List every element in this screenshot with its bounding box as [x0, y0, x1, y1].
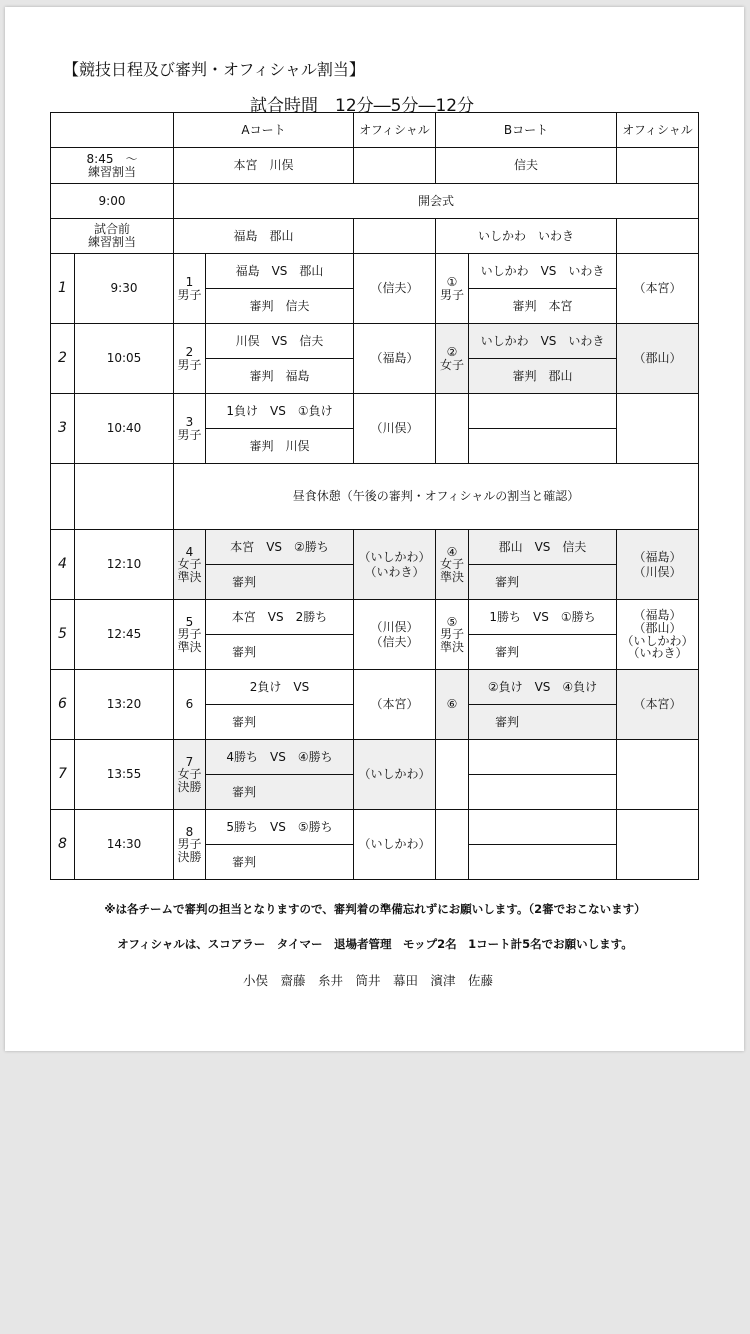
practice-label: 8:45 ～ 練習割当 — [51, 148, 174, 184]
opening-row — [51, 184, 699, 219]
b-referee — [469, 429, 617, 464]
practice-label: 試合前 練習割当 — [51, 219, 174, 254]
game-time: 9:30 — [75, 254, 174, 324]
b-matchup: ②負け VS ④負け — [469, 670, 617, 705]
b-official-header: オフィシャル — [617, 113, 699, 148]
game-number: 8 — [51, 810, 75, 880]
a-official: （川俣） — [354, 394, 436, 464]
b-referee: 審判 郡山 — [469, 359, 617, 394]
b-game-label: ⑤ 男子 準決 — [436, 600, 469, 670]
b-official — [617, 740, 699, 810]
practice-row-1 — [51, 148, 699, 184]
game-row — [51, 740, 699, 775]
a-official: （いしかわ） — [354, 740, 436, 810]
a-official: （信夫） — [354, 254, 436, 324]
b-matchup: いしかわ VS いわき — [469, 324, 617, 359]
b-matchup — [469, 740, 617, 775]
a-official-header: オフィシャル — [354, 113, 436, 148]
game-time: 12:10 — [75, 530, 174, 600]
b-matchup — [469, 394, 617, 429]
b-matchup: 1勝ち VS ①勝ち — [469, 600, 617, 635]
game-time: 14:30 — [75, 810, 174, 880]
a-referee: 審判 — [206, 635, 354, 670]
a-matchup: 4勝ち VS ④勝ち — [206, 740, 354, 775]
b-referee: 審判 — [469, 565, 617, 600]
game-time: 13:20 — [75, 670, 174, 740]
b-matchup — [469, 810, 617, 845]
game-time: 13:55 — [75, 740, 174, 810]
b-referee: 審判 — [469, 705, 617, 740]
b-game-label: ④ 女子 準決 — [436, 530, 469, 600]
game-row — [51, 670, 699, 705]
game-number: 6 — [51, 670, 75, 740]
opening-ceremony: 開会式 — [174, 184, 699, 219]
a-court-header: Aコート — [174, 113, 354, 148]
lunch-break: 昼食休憩（午後の審判・オフィシャルの割当と確認） — [174, 464, 699, 530]
a-official: （本宮） — [354, 670, 436, 740]
b-game-label — [436, 740, 469, 810]
lunch-row — [51, 464, 699, 530]
header-row — [51, 113, 699, 148]
a-referee: 審判 — [206, 775, 354, 810]
a-matchup: 福島 VS 郡山 — [206, 254, 354, 289]
game-time: 10:40 — [75, 394, 174, 464]
a-game-label: 1 男子 — [174, 254, 206, 324]
staff-names: 小俣 齋藤 糸井 筒井 幕田 濱津 佐藤 — [242, 973, 493, 988]
b-official — [617, 810, 699, 880]
a-court-practice: 福島 郡山 — [174, 219, 354, 254]
game-number: 3 — [51, 394, 75, 464]
match-time-subtitle: 試合時間 12分―5分―12分 — [250, 96, 475, 116]
b-referee: 審判 — [469, 635, 617, 670]
b-game-label — [436, 394, 469, 464]
a-matchup: 川俣 VS 信夫 — [206, 324, 354, 359]
b-official: （本宮） — [617, 254, 699, 324]
a-referee: 審判 — [206, 845, 354, 880]
game-row — [51, 810, 699, 845]
b-game-label: ⑥ — [436, 670, 469, 740]
practice-row-2 — [51, 219, 699, 254]
b-court-header: Bコート — [436, 113, 617, 148]
b-game-label: ② 女子 — [436, 324, 469, 394]
opening-time: 9:00 — [51, 184, 174, 219]
b-court-practice: いしかわ いわき — [436, 219, 617, 254]
a-referee: 審判 — [206, 705, 354, 740]
game-number: 2 — [51, 324, 75, 394]
a-matchup: 本宮 VS ②勝ち — [206, 530, 354, 565]
a-matchup: 1負け VS ①負け — [206, 394, 354, 429]
game-number: 7 — [51, 740, 75, 810]
game-row — [51, 600, 699, 635]
b-referee — [469, 775, 617, 810]
b-official — [617, 394, 699, 464]
document-title: 【競技日程及び審判・オフィシャル割当】 — [63, 60, 365, 79]
b-court-practice: 信夫 — [436, 148, 617, 184]
b-official: （本宮） — [617, 670, 699, 740]
b-matchup: 郡山 VS 信夫 — [469, 530, 617, 565]
a-matchup: 5勝ち VS ⑤勝ち — [206, 810, 354, 845]
a-official: （福島） — [354, 324, 436, 394]
b-official: （福島） （川俣） — [617, 530, 699, 600]
b-referee — [469, 845, 617, 880]
referee-note: ※は各チームで審判の担当となりますので、審判着の準備忘れずにお願いします。（2審でおこないます） — [104, 902, 646, 916]
a-matchup: 本宮 VS 2勝ち — [206, 600, 354, 635]
a-game-label: 3 男子 — [174, 394, 206, 464]
game-time: 10:05 — [75, 324, 174, 394]
b-official: （福島） （郡山） （いしかわ） （いわき） — [617, 600, 699, 670]
a-game-label: 5 男子 準決 — [174, 600, 206, 670]
a-official: （川俣） （信夫） — [354, 600, 436, 670]
b-referee: 審判 本宮 — [469, 289, 617, 324]
official-note: オフィシャルは、スコアラー タイマー 退場者管理 モップ2名 1コート計5名でお願いします。 — [117, 937, 633, 951]
game-time: 12:45 — [75, 600, 174, 670]
b-game-label: ① 男子 — [436, 254, 469, 324]
game-number: 5 — [51, 600, 75, 670]
a-referee: 審判 信夫 — [206, 289, 354, 324]
game-number: 1 — [51, 254, 75, 324]
a-matchup: 2負け VS — [206, 670, 354, 705]
a-game-label: 2 男子 — [174, 324, 206, 394]
a-game-label: 7 女子 決勝 — [174, 740, 206, 810]
game-number: 4 — [51, 530, 75, 600]
b-game-label — [436, 810, 469, 880]
a-official: （いしかわ） （いわき） — [354, 530, 436, 600]
a-referee: 審判 川俣 — [206, 429, 354, 464]
a-referee: 審判 — [206, 565, 354, 600]
game-row — [51, 254, 699, 289]
b-matchup: いしかわ VS いわき — [469, 254, 617, 289]
a-game-label: 4 女子 準決 — [174, 530, 206, 600]
a-official: （いしかわ） — [354, 810, 436, 880]
game-row — [51, 530, 699, 565]
a-game-label: 6 — [174, 670, 206, 740]
a-referee: 審判 福島 — [206, 359, 354, 394]
game-row — [51, 394, 699, 429]
schedule-table — [50, 112, 699, 880]
a-court-practice: 本宮 川俣 — [174, 148, 354, 184]
game-row — [51, 324, 699, 359]
a-game-label: 8 男子 決勝 — [174, 810, 206, 880]
b-official: （郡山） — [617, 324, 699, 394]
